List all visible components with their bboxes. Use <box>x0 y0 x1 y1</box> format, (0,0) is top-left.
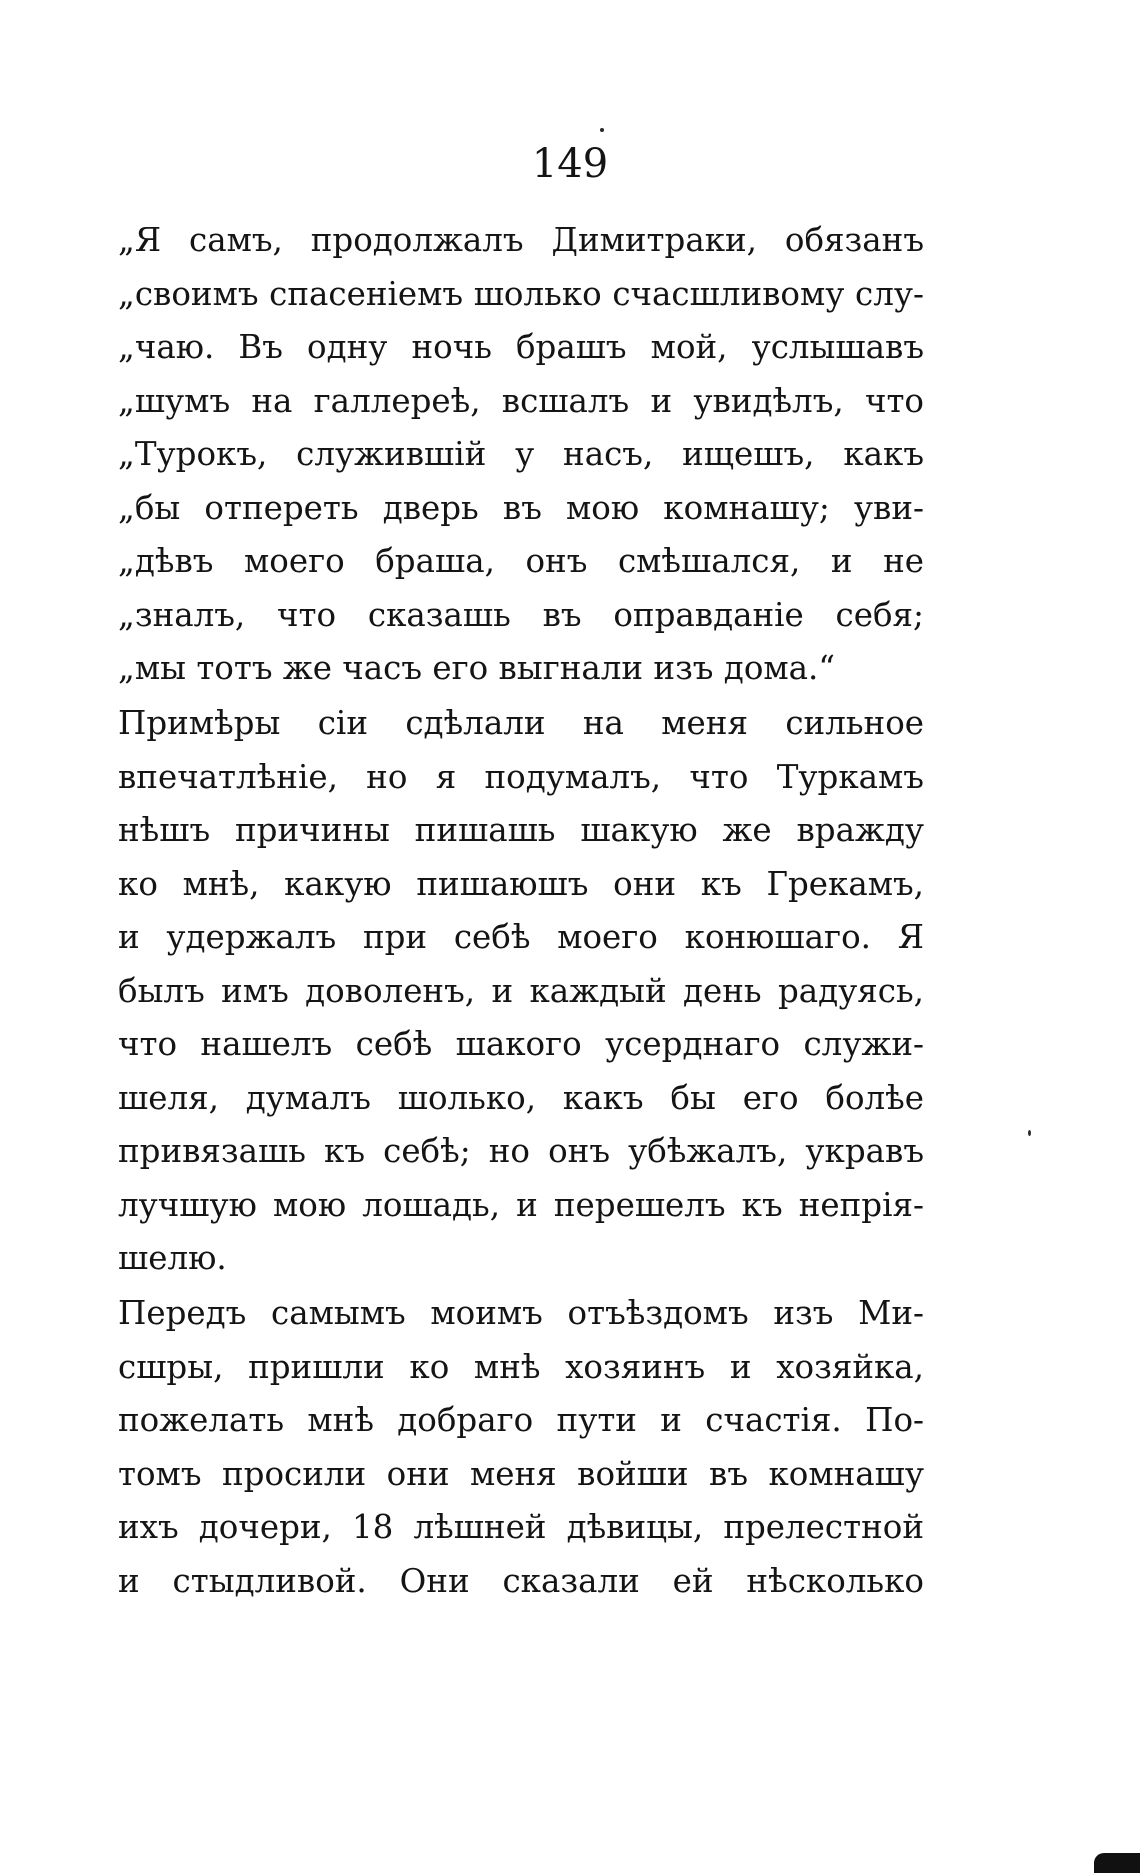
text-line: „бы отпереть дверь въ мою комнашу; уви- <box>118 488 924 527</box>
ink-speck <box>600 128 604 132</box>
text-line: впечатлѣнiе, но я подумалъ, что Туркамъ <box>118 757 924 796</box>
text-line: „мы тотъ же часъ его выгнали изъ дома.“ <box>118 649 835 687</box>
text-line: „своимъ спасенiемъ шолько счасшливому слу- <box>118 274 924 313</box>
text-line: нѣшъ причины пишашь шакую же вражду <box>118 811 924 849</box>
text-line: „Я самъ, продолжалъ Димитраки, обязанъ <box>118 221 924 259</box>
text-line: лучшую мою лошадь, и перешелъ къ непрiя- <box>118 1185 924 1224</box>
text-line: былъ имъ доволенъ, и каждый день радуясь, <box>118 971 924 1010</box>
text-line: и удержалъ при себѣ моего конюшаго. Я <box>118 918 924 956</box>
text-line: томъ просили они меня войши въ комнашу <box>118 1454 924 1493</box>
paragraph-3 <box>118 1287 924 1608</box>
text-line: „Турокъ, служившiй у насъ, ищешъ, какъ <box>118 435 924 473</box>
text-line: ихъ дочери, 18 лѣшней дѣвицы, прелестной <box>118 1508 924 1546</box>
paragraph-1 <box>118 214 924 696</box>
text-line: привязашь къ себѣ; но онъ убѣжалъ, укравъ <box>118 1132 924 1170</box>
text-line: „чаю. Въ одну ночь брашъ мой, услышавъ <box>118 328 924 366</box>
scan-edge-mark <box>1094 1853 1140 1873</box>
text-line: „зналъ, что сказашь въ оправданiе себя; <box>118 595 924 634</box>
text-line: „дѣвъ моего браша, онъ смѣшался, и не <box>118 542 924 580</box>
text-line: сшры, пришли ко мнѣ хозяинъ и хозяйка, <box>118 1347 924 1386</box>
text-line: и стыдливой. Они сказали ей нѣсколько <box>118 1561 924 1600</box>
text-line: ко мнѣ, какую пишаюшъ они къ Грекамъ, <box>118 864 924 903</box>
paragraph-2 <box>118 697 924 1286</box>
text-line: Передъ самымъ моимъ отъѣздомъ изъ Ми- <box>118 1294 924 1332</box>
page-number: 149 <box>531 141 609 187</box>
text-line: Примѣры сiи сдѣлали на меня сильное <box>118 704 924 742</box>
ink-speck <box>1028 1130 1031 1136</box>
text-line: шеля, думалъ шолько, какъ бы его болѣе <box>118 1078 924 1117</box>
text-line: „шумъ на галлереѣ, всшалъ и увидѣлъ, что <box>118 381 924 420</box>
text-line: шелю. <box>118 1239 227 1277</box>
text-line: что нашелъ себѣ шакого усерднаго служи- <box>118 1025 924 1063</box>
text-line: пожелать мнѣ добраго пути и счастiя. По- <box>118 1401 924 1439</box>
